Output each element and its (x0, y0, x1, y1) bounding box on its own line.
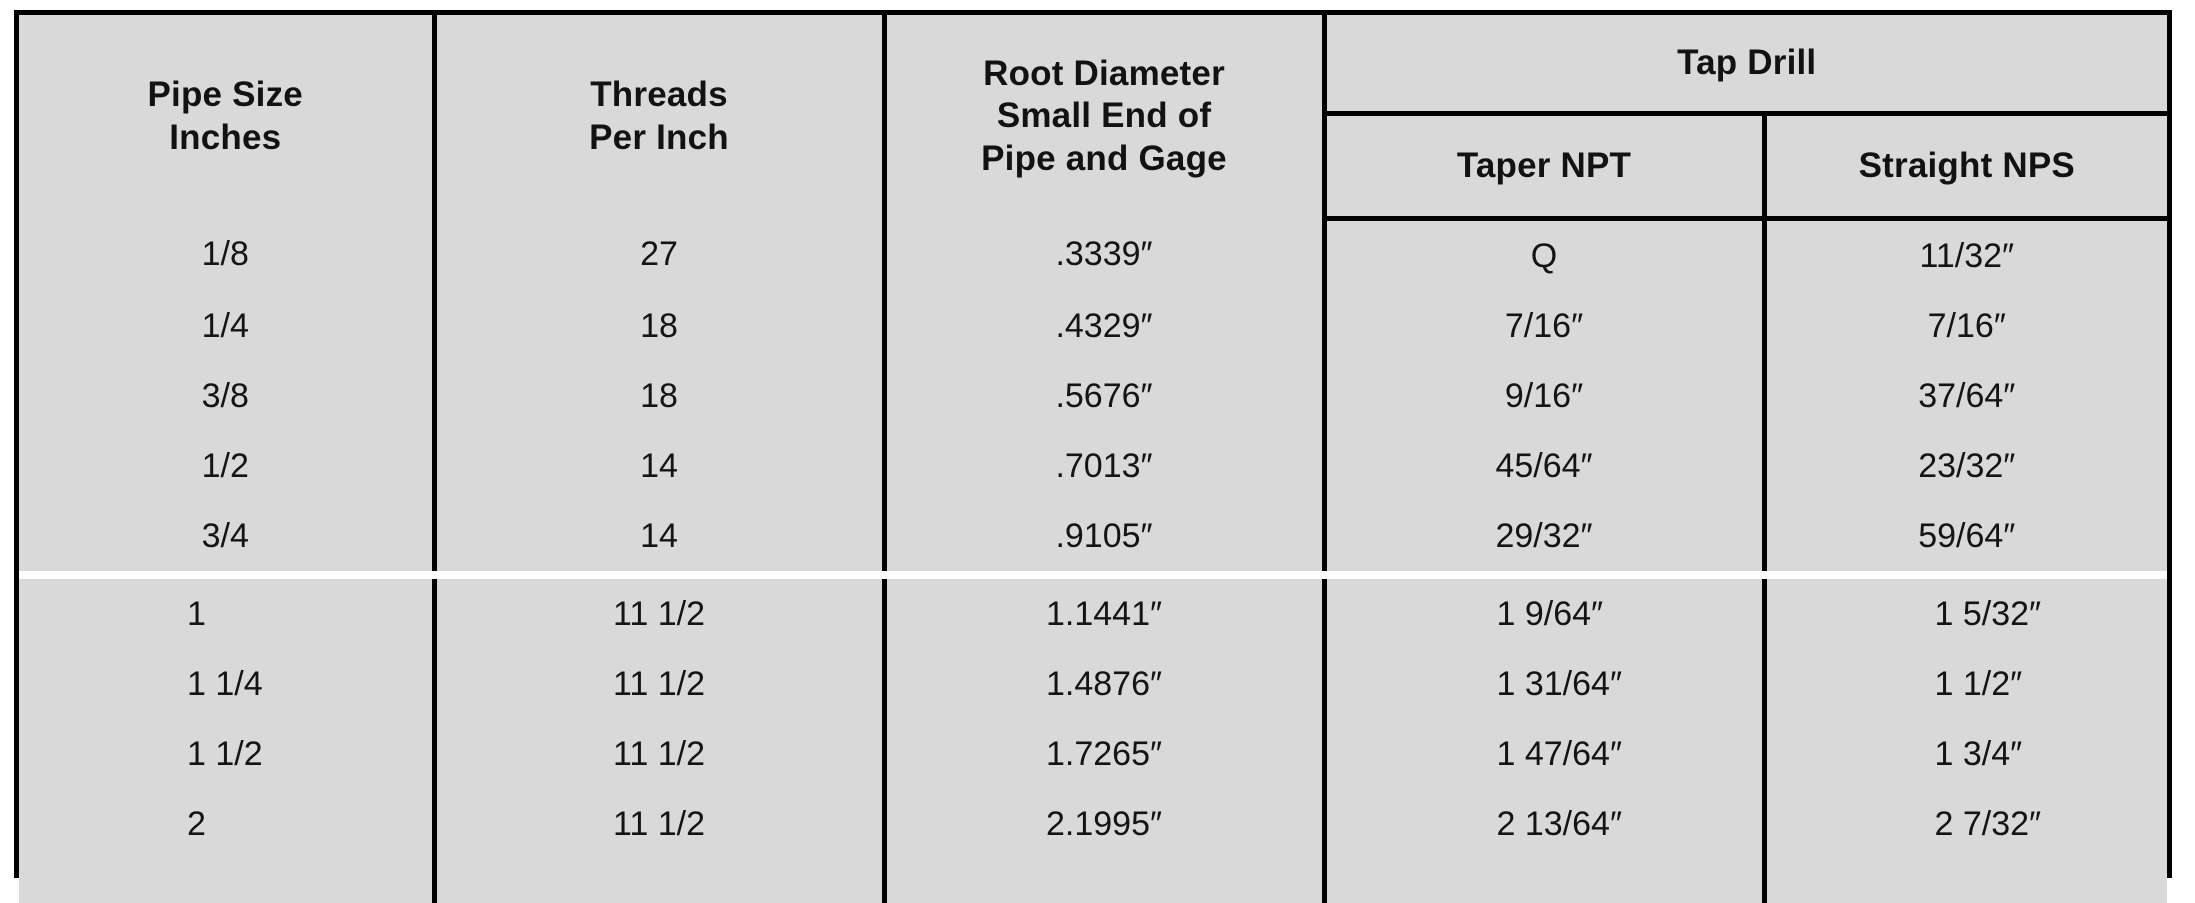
cell-pipe-size: 1/4 (19, 291, 434, 361)
column-header-threads-line2: Per Inch (437, 117, 882, 160)
spacer-cell (434, 859, 884, 903)
cell-straight-nps: 11/32″ (1764, 219, 2167, 292)
cell-taper-npt: 9/16″ (1324, 361, 1764, 431)
table-row (19, 501, 2167, 575)
cell-root-diameter: 2.1995″ (884, 789, 1324, 859)
column-header-root-line1: Root Diameter (887, 53, 1322, 96)
cell-straight-nps: 1 5/32″ (1764, 575, 2167, 649)
cell-straight-nps: 1 1/2″ (1764, 649, 2167, 719)
table-row (19, 431, 2167, 501)
column-header-root-line2: Small End of (887, 95, 1322, 138)
table-row (19, 361, 2167, 431)
cell-root-diameter: .5676″ (884, 361, 1324, 431)
spacer-cell (1324, 859, 1764, 903)
cell-pipe-size: 1 (19, 575, 434, 649)
cell-taper-npt: Q (1324, 219, 1764, 292)
cell-threads: 14 (434, 431, 884, 501)
pipe-thread-table (19, 15, 2167, 903)
cell-taper-npt: 7/16″ (1324, 291, 1764, 361)
cell-threads: 18 (434, 361, 884, 431)
cell-pipe-size: 1/8 (19, 219, 434, 292)
column-header-pipe-size-line1: Pipe Size (19, 74, 432, 117)
spacer-cell (1764, 859, 2167, 903)
table-row (19, 291, 2167, 361)
cell-taper-npt: 1 31/64″ (1324, 649, 1764, 719)
cell-threads: 11 1/2 (434, 649, 884, 719)
cell-straight-nps: 1 3/4″ (1764, 719, 2167, 789)
column-header-pipe-size-line2: Inches (19, 117, 432, 160)
table-row (19, 575, 2167, 649)
column-header-root-line3: Pipe and Gage (887, 138, 1322, 181)
cell-pipe-size: 1/2 (19, 431, 434, 501)
table-body (19, 219, 2167, 903)
cell-pipe-size: 3/4 (19, 501, 434, 575)
cell-root-diameter: 1.7265″ (884, 719, 1324, 789)
table-row (19, 649, 2167, 719)
table-header (19, 15, 2167, 219)
header-row-top (19, 15, 2167, 114)
column-header-straight-nps: Straight NPS (1764, 114, 2167, 219)
table-row (19, 719, 2167, 789)
column-header-taper-npt: Taper NPT (1324, 114, 1764, 219)
cell-straight-nps: 23/32″ (1764, 431, 2167, 501)
cell-taper-npt: 1 47/64″ (1324, 719, 1764, 789)
cell-root-diameter: .7013″ (884, 431, 1324, 501)
spacer-cell (19, 859, 434, 903)
column-header-root-diameter (884, 15, 1324, 219)
cell-straight-nps: 2 7/32″ (1764, 789, 2167, 859)
cell-taper-npt: 1 9/64″ (1324, 575, 1764, 649)
cell-threads: 11 1/2 (434, 789, 884, 859)
cell-taper-npt: 29/32″ (1324, 501, 1764, 575)
table-row (19, 789, 2167, 859)
column-header-threads-line1: Threads (437, 74, 882, 117)
cell-threads: 11 1/2 (434, 575, 884, 649)
cell-straight-nps: 7/16″ (1764, 291, 2167, 361)
cell-pipe-size: 1 1/2 (19, 719, 434, 789)
cell-root-diameter: 1.4876″ (884, 649, 1324, 719)
column-header-pipe-size (19, 15, 434, 219)
cell-root-diameter: .9105″ (884, 501, 1324, 575)
column-header-threads-per-inch (434, 15, 884, 219)
table-row (19, 219, 2167, 292)
table-bottom-spacer (19, 859, 2167, 903)
spacer-cell (884, 859, 1324, 903)
cell-taper-npt: 45/64″ (1324, 431, 1764, 501)
cell-pipe-size: 2 (19, 789, 434, 859)
pipe-thread-table-container (14, 10, 2172, 878)
cell-root-diameter: 1.1441″ (884, 575, 1324, 649)
cell-threads: 18 (434, 291, 884, 361)
cell-root-diameter: .3339″ (884, 219, 1324, 292)
cell-straight-nps: 59/64″ (1764, 501, 2167, 575)
column-header-tap-drill: Tap Drill (1324, 15, 2167, 114)
cell-straight-nps: 37/64″ (1764, 361, 2167, 431)
cell-root-diameter: .4329″ (884, 291, 1324, 361)
cell-taper-npt: 2 13/64″ (1324, 789, 1764, 859)
cell-threads: 14 (434, 501, 884, 575)
cell-pipe-size: 1 1/4 (19, 649, 434, 719)
cell-threads: 27 (434, 219, 884, 292)
cell-threads: 11 1/2 (434, 719, 884, 789)
cell-pipe-size: 3/8 (19, 361, 434, 431)
